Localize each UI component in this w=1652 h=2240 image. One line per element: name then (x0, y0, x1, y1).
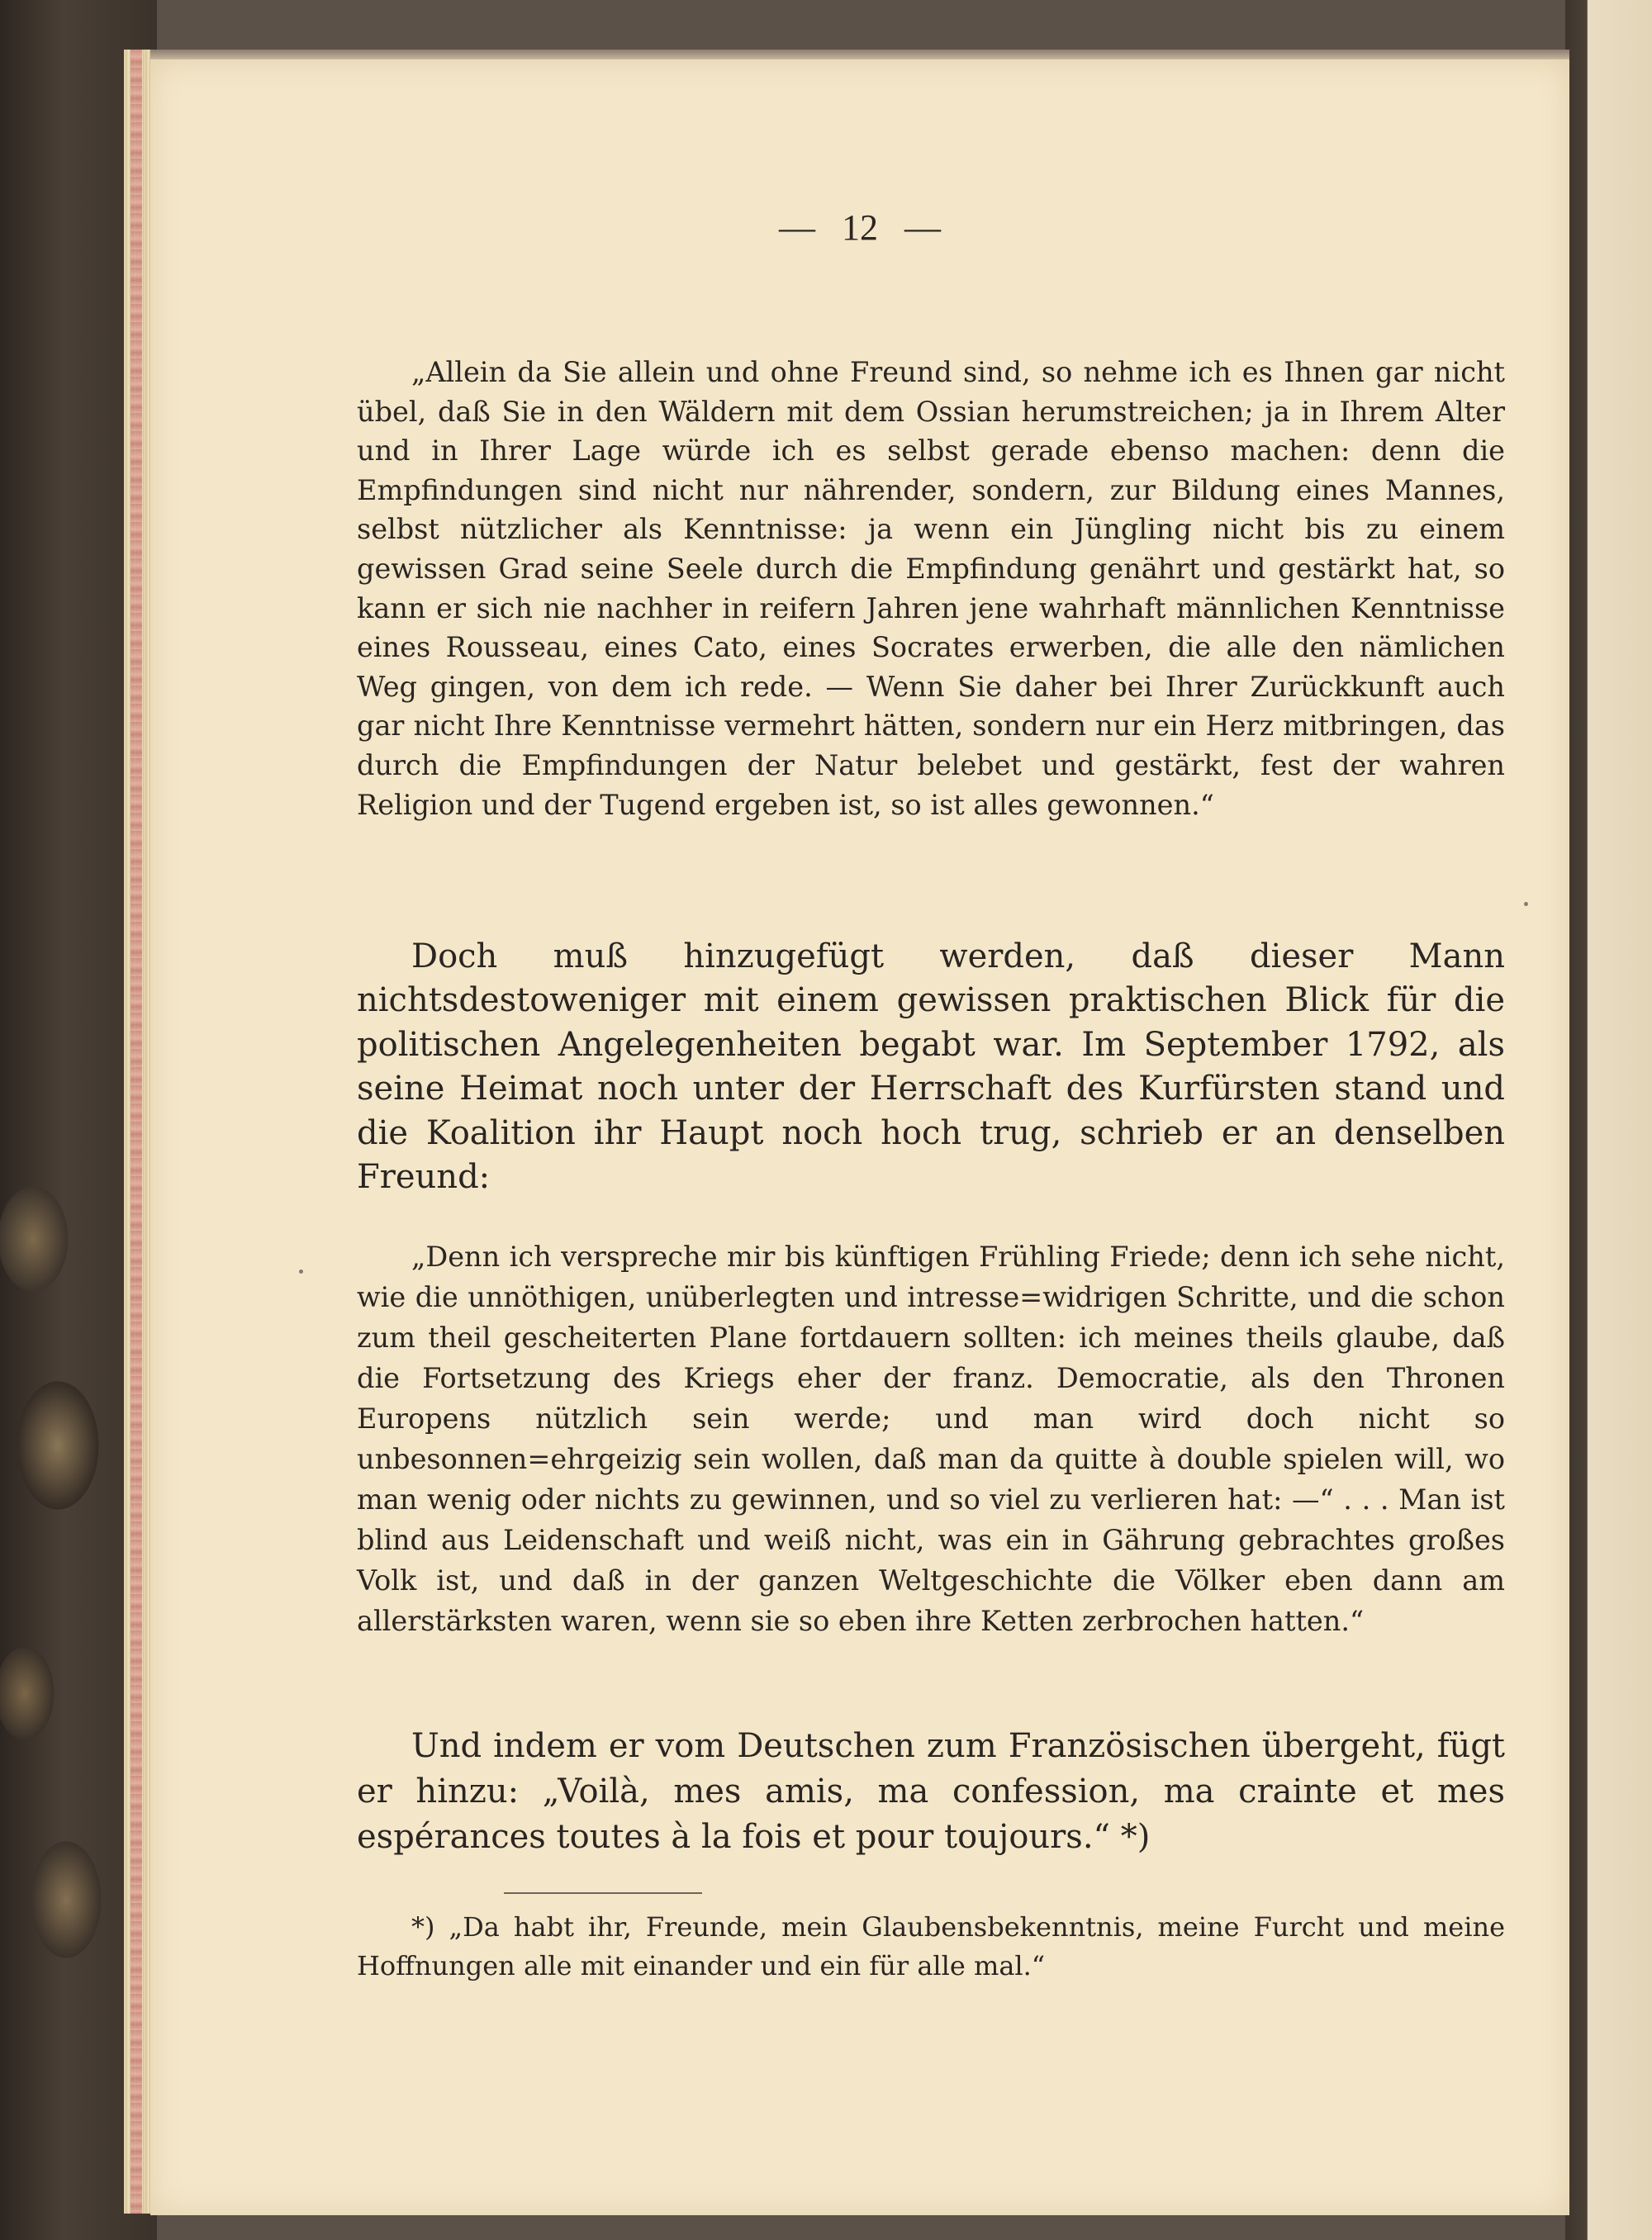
quote-paragraph-2: „Denn ich verspreche mir bis künftigen Frühling Friede; denn ich sehe nicht, wie die unnöthigen, unüberlegten und intresse=widrigen Schritte, und die schon zum theil gescheiterten Plane fortdauern sollten: ich meines theils glaube, daß die Fortsetzung des Kriegs eher der franz. Democratie, als den Thronen Europens nützlich sein werde; und man wird doch nicht so unbesonnen=ehrgeizig sein wollen, daß man da quitte à double spielen will, wo man wenig oder nichts zu gewinnen, und so viel zu verlieren hat: —“ . . . Man ist blind aus Leidenschaft und weiß nicht, was ein in Gährung gebrachtes großes Volk ist, und daß in der ganzen Weltgeschichte die Völker eben dann am allerstärksten waren, wenn sie so eben ihre Ketten zerbrochen hatten.“ (357, 1241, 1505, 1637)
paper-speck (1524, 902, 1528, 906)
book-page (150, 59, 1569, 2215)
header-dash-left: — (779, 207, 815, 248)
header-dash-right: — (904, 207, 941, 248)
paper-speck (299, 1269, 303, 1274)
facing-page-edge (1565, 0, 1652, 2240)
page-number: 12 (842, 207, 878, 248)
body-paragraph-1: Doch muß hinzugefügt werden, daß dieser Mann nichtsdestoweniger mit einem gewissen praktischen Blick für die politischen Angelegenheiten begabt war. Im September 1792, als seine Heimat noch unter der Herrschaft des Kurfürsten stand und die Koalition ihr Haupt noch hoch trug, schrieb er an denselben Freund: (357, 937, 1505, 1197)
quote-paragraph-1: „Allein da Sie allein und ohne Freund sind, so nehme ich es Ihnen gar nicht übel, daß Sie in den Wäldern mit dem Ossian herumstreichen; ja in Ihrem Alter und in Ihrer Lage würde ich es selbst gerade ebenso machen: denn die Empfindungen sind nicht nur nährender, sondern, zur Bildung eines Mannes, selbst nützlicher als Kenntnisse: ja wenn ein Jüngling nicht bis zu einem gewissen Grad seine Seele durch die Empfindung genährt und gestärkt hat, so kann er sich nie nachher in reifern Jahren jene wahrhaft männlichen Kenntnisse eines Rousseau, eines Cato, eines Socrates erwerben, die alle den nämlichen Weg gingen, von dem ich rede. — Wenn Sie daher bei Ihrer Zurückkunft auch gar nicht Ihre Kenntnisse vermehrt hätten, sondern nur ein Herz mitbringen, das durch die Empfindungen der Natur belebet und gestärkt, fest der wahren Religion und der Tugend ergeben ist, so ist alles gewonnen.“ (357, 356, 1505, 821)
footnote-divider (504, 1892, 702, 1894)
red-page-edge (131, 50, 142, 2214)
body-paragraph-2: Und indem er vom Deutschen zum Französischen übergeht, fügt er hinzu: „Voilà, mes amis, ma confession, ma crainte et mes espérances toutes à la fois et pour toujours.“ *) (357, 1727, 1505, 1856)
footnote: *) „Da habt ihr, Freunde, mein Glaubensbekenntnis, meine Furcht und meine Hoffnungen alle mit einander und ein für alle mal.“ (357, 1911, 1505, 1981)
page-header (150, 206, 1569, 249)
